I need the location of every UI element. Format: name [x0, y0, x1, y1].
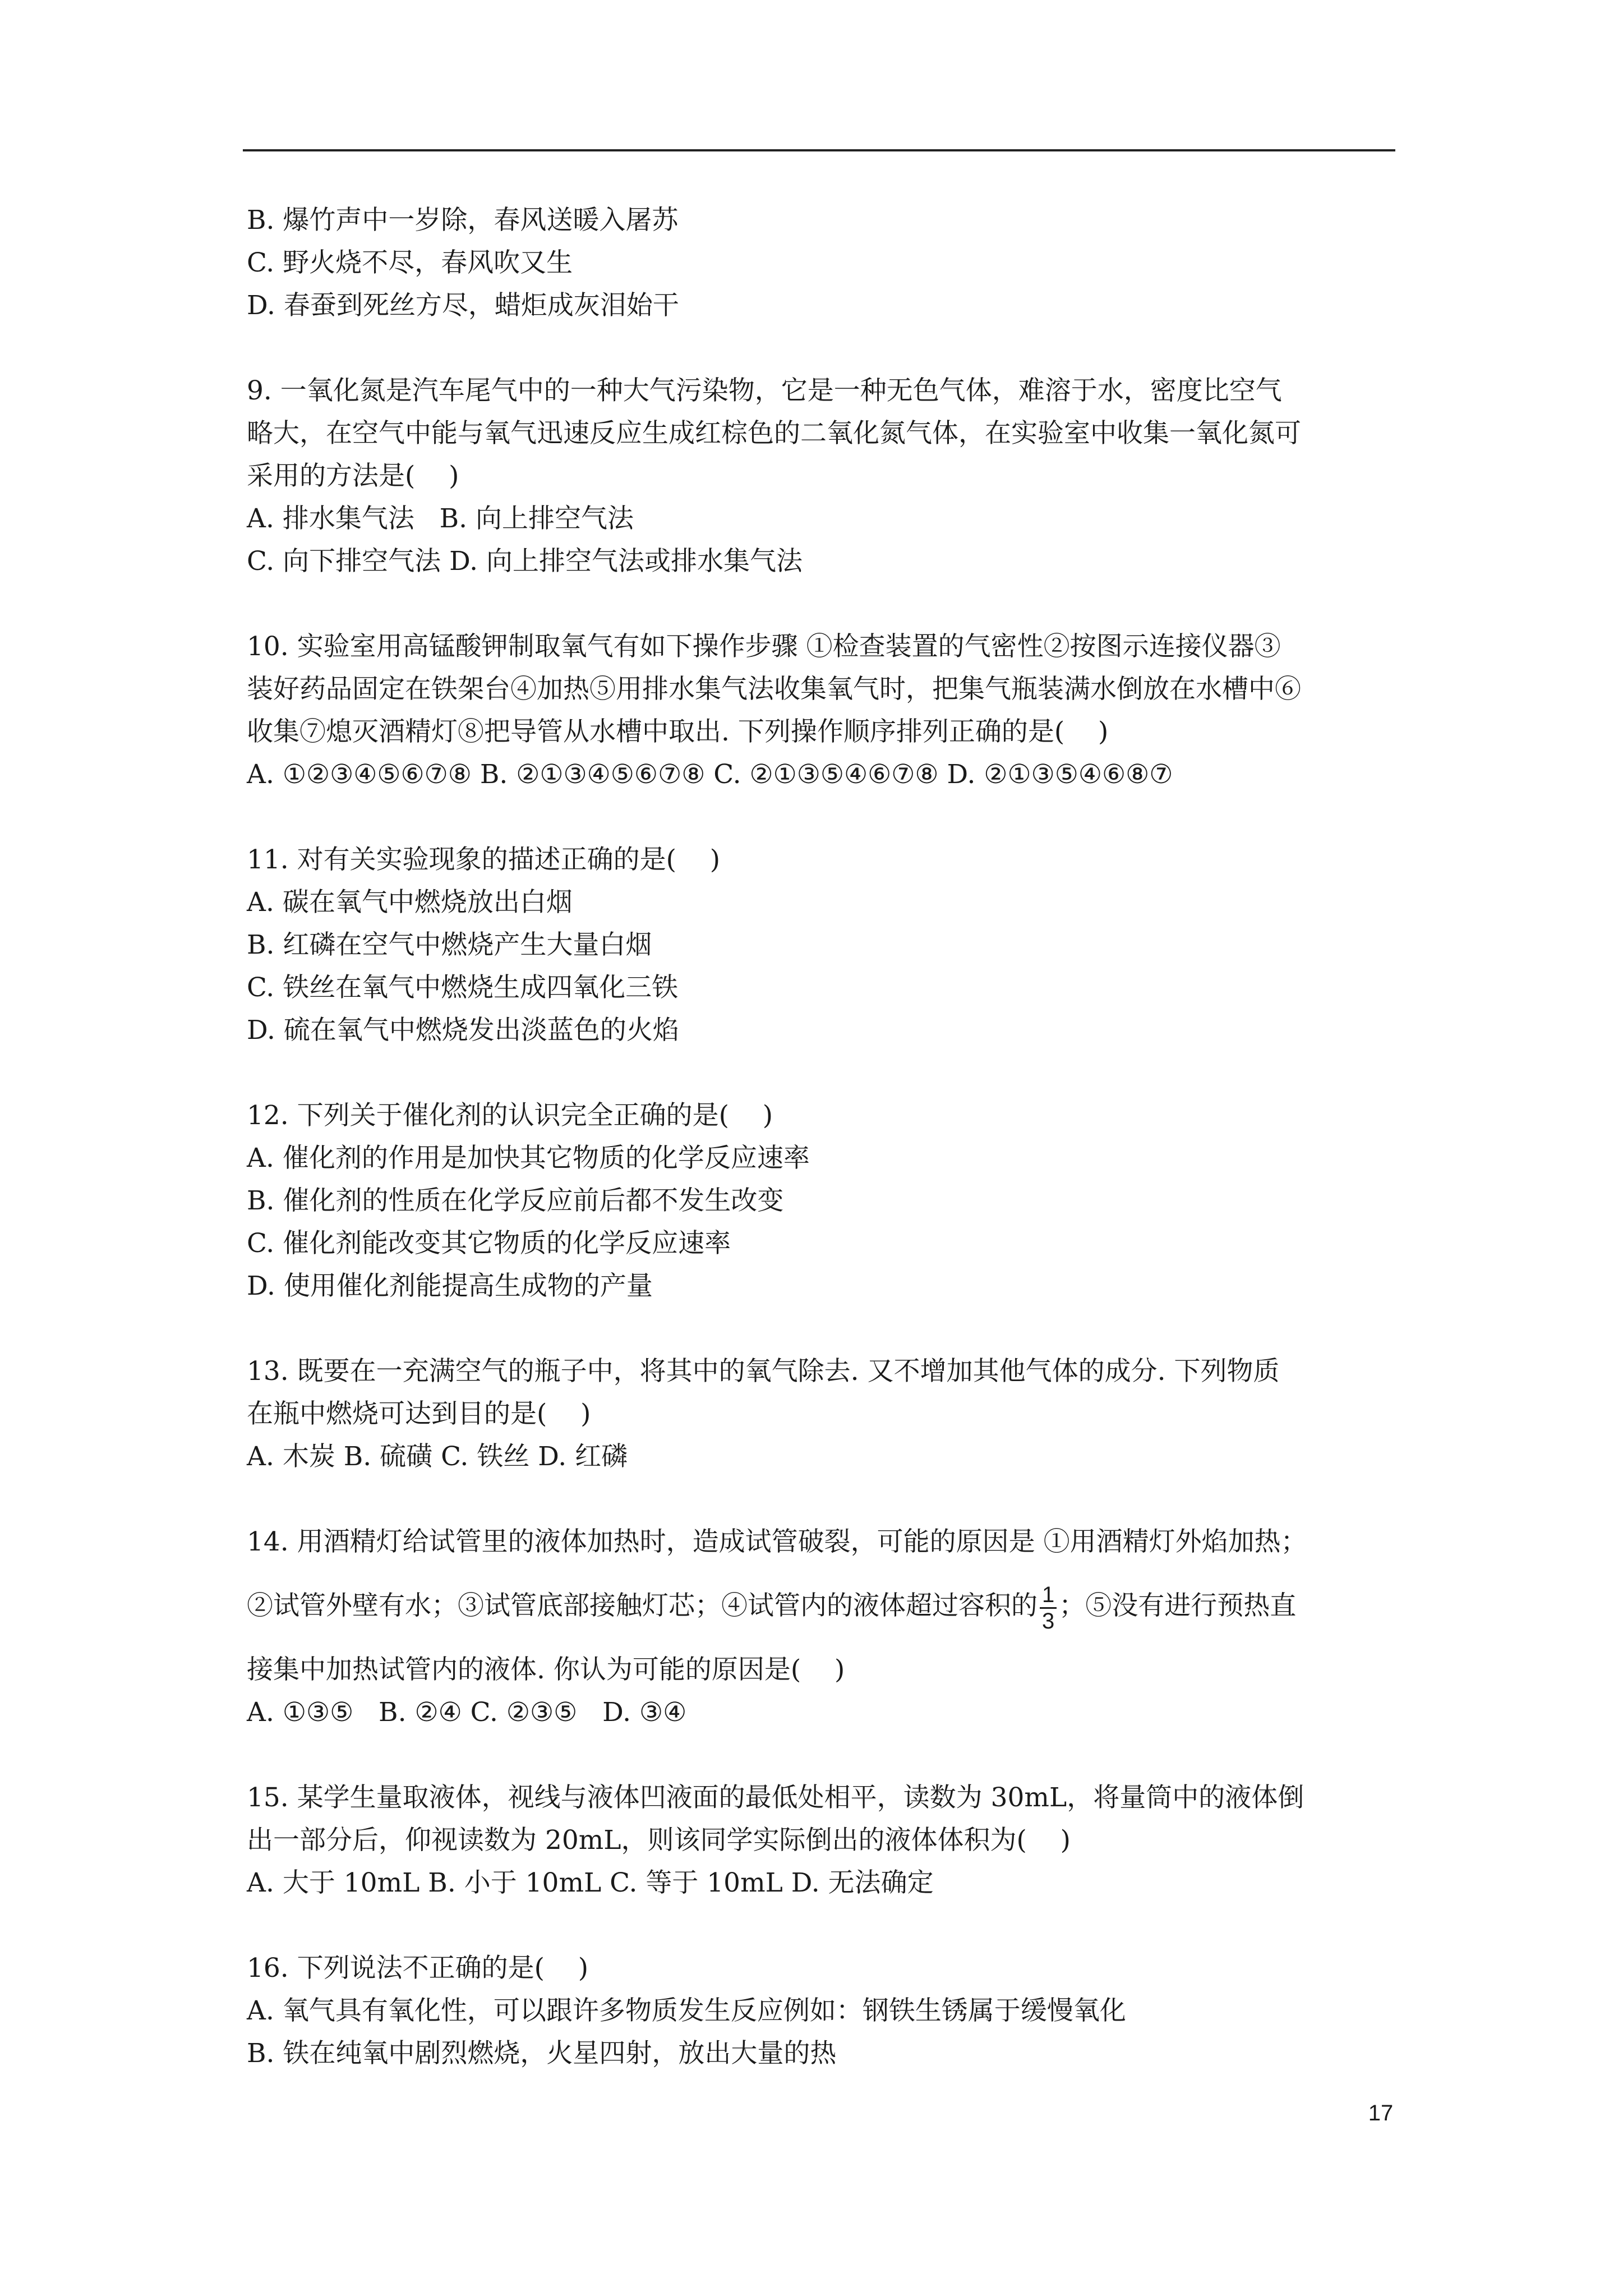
option-line: A. 大于 10mL B. 小于 10mL C. 等于 10mL D. 无法确定: [247, 1867, 934, 1898]
option-line: B. 爆竹声中一岁除，春风送暖入屠苏: [247, 205, 679, 236]
option-line: B. 红磷在空气中燃烧产生大量白烟: [247, 930, 652, 960]
option-line: A. 碳在氧气中燃烧放出白烟: [247, 887, 573, 918]
question-stem-line: 15. 某学生量取液体，视线与液体凹液面的最低处相平，读数为 30mL，将量筒中的液体倒: [247, 1782, 1304, 1813]
question-11: [247, 839, 1408, 1052]
fraction-one-third: [1040, 1584, 1057, 1632]
option-line: D. 硫在氧气中燃烧发出淡蓝色的火焰: [247, 1015, 679, 1046]
option-line: D. 春蚕到死丝方尽，蜡炬成灰泪始干: [247, 290, 679, 321]
option-line: A. ①③⑤ B. ②④ C. ②③⑤ D. ③④: [247, 1697, 687, 1728]
question-stem-line: 16. 下列说法不正确的是( ): [247, 1953, 589, 1984]
option-line: B. 催化剂的性质在化学反应前后都不发生改变: [247, 1185, 784, 1216]
question-stem-line: 略大，在空气中能与氧气迅速反应生成红棕色的二氧化氮气体，在实验室中收集一氧化氮可: [247, 418, 1301, 449]
option-line: C. 向下排空气法 D. 向上排空气法或排水集气法: [247, 546, 803, 577]
header-rule: [243, 149, 1395, 151]
question-15: [247, 1777, 1408, 1904]
question-stem-line-with-fraction: [247, 1563, 1408, 1649]
option-line: C. 野火烧不尽，春风吹又生: [247, 247, 573, 278]
question-9: [247, 370, 1408, 583]
question-stem-line: 9. 一氧化氮是汽车尾气中的一种大气污染物，它是一种无色气体，难溶于水，密度比空气: [247, 375, 1282, 406]
question-stem-line: 13. 既要在一充满空气的瓶子中，将其中的氧气除去. 又不增加其他气体的成分. 下列物质: [247, 1356, 1280, 1387]
page-content: [247, 199, 1408, 2075]
question-12: [247, 1094, 1408, 1308]
question-stem-line: 10. 实验室用高锰酸钾制取氧气有如下操作步骤 ①检查装置的气密性②按图示连接仪器③: [247, 631, 1281, 662]
question-stem-line: 接集中加热试管内的液体. 你认为可能的原因是( ): [247, 1654, 845, 1685]
option-line: A. 氧气具有氧化性，可以跟许多物质发生反应例如：钢铁生锈属于缓慢氧化: [247, 1995, 1126, 2026]
question-stem-line: 14. 用酒精灯给试管里的液体加热时，造成试管破裂，可能的原因是 ①用酒精灯外焰加热；: [247, 1526, 1307, 1557]
question-stem-line: 12. 下列关于催化剂的认识完全正确的是( ): [247, 1100, 773, 1131]
question-stem-line: 采用的方法是( ): [247, 461, 459, 491]
option-line: C. 催化剂能改变其它物质的化学反应速率: [247, 1228, 731, 1259]
option-line: B. 铁在纯氧中剧烈燃烧，火星四射，放出大量的热: [247, 2038, 837, 2069]
question-13: [247, 1350, 1408, 1478]
question-10: [247, 625, 1408, 796]
option-line: D. 使用催化剂能提高生成物的产量: [247, 1271, 653, 1301]
option-line: A. 催化剂的作用是加快其它物质的化学反应速率: [247, 1143, 810, 1174]
fraction-denominator: 3: [1042, 1608, 1055, 1634]
option-line: A. 木炭 B. 硫磺 C. 铁丝 D. 红磷: [247, 1441, 628, 1472]
question-8-options-continued: [247, 199, 1408, 327]
question-14: [247, 1521, 1408, 1734]
option-line: A. ①②③④⑤⑥⑦⑧ B. ②①③④⑤⑥⑦⑧ C. ②①③⑤④⑥⑦⑧ D. ②①③⑤④⑥⑧⑦: [247, 759, 1173, 790]
option-line: C. 铁丝在氧气中燃烧生成四氧化三铁: [247, 972, 679, 1003]
stem-text: ；⑤没有进行预热直: [1059, 1590, 1297, 1621]
question-stem-line: 出一部分后，仰视读数为 20mL，则该同学实际倒出的液体体积为( ): [247, 1825, 1071, 1856]
question-stem-line: 收集⑦熄灭酒精灯⑧把导管从水槽中取出. 下列操作顺序排列正确的是( ): [247, 716, 1109, 747]
question-stem-line: 11. 对有关实验现象的描述正确的是( ): [247, 844, 721, 875]
stem-text: ②试管外壁有水；③试管底部接触灯芯；④试管内的液体超过容积的: [247, 1590, 1038, 1621]
question-stem-line: 装好药品固定在铁架台④加热⑤用排水集气法收集氧气时，把集气瓶装满水倒放在水槽中⑥: [247, 674, 1301, 705]
question-stem-line: 在瓶中燃烧可达到目的是( ): [247, 1398, 591, 1429]
question-16: [247, 1947, 1408, 2075]
fraction-numerator: 1: [1040, 1584, 1057, 1609]
option-line: A. 排水集气法 B. 向上排空气法: [247, 503, 634, 534]
page-number: 17: [1368, 2101, 1394, 2125]
